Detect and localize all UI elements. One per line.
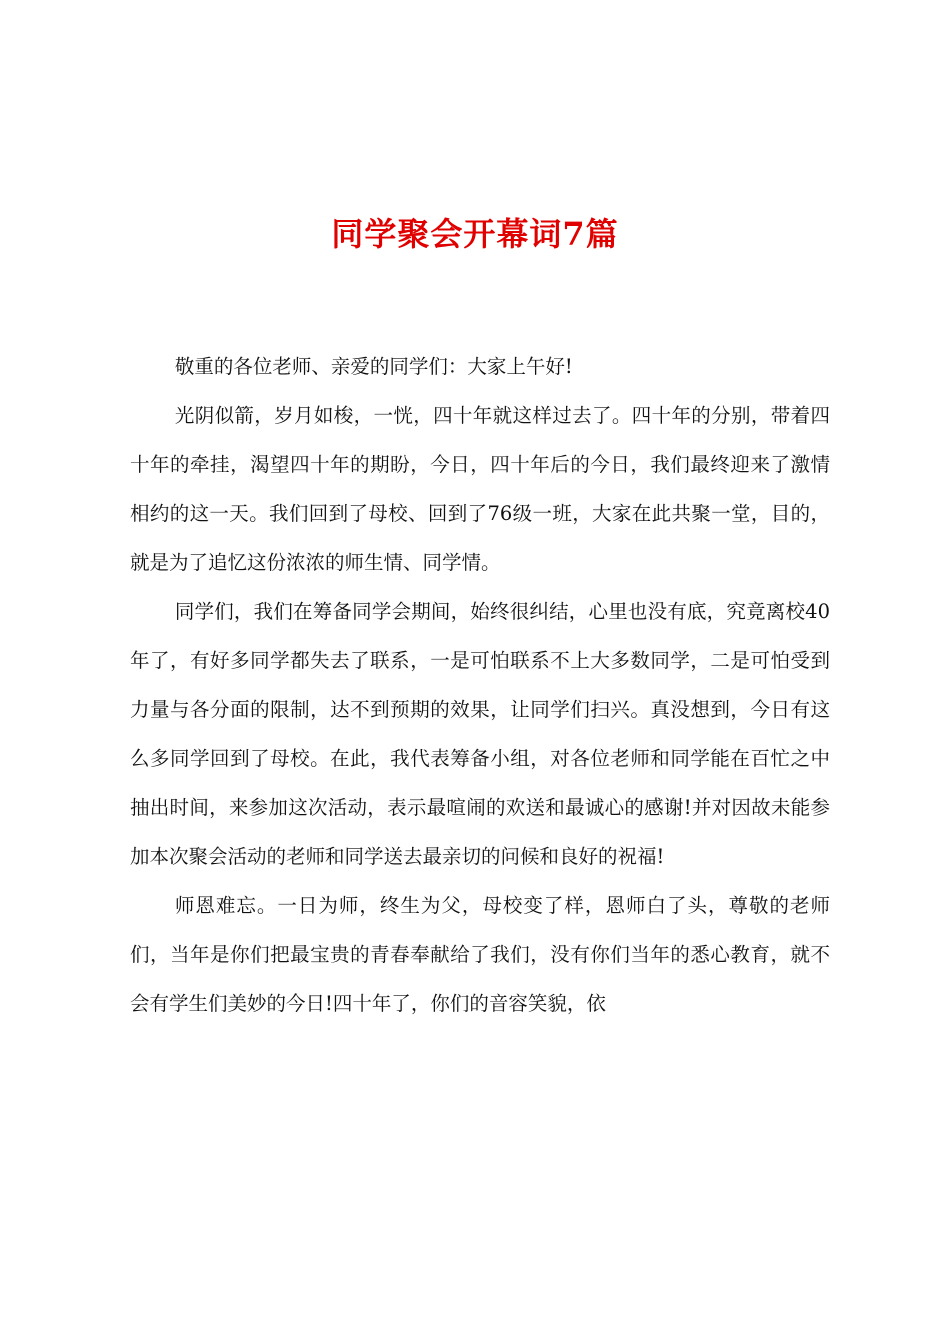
paragraph: 同学们，我们在筹备同学会期间，始终很纠结，心里也没有底，究竟离校40年了，有好多同学都失去了联系，一是可怕联系不上大多数同学，二是可怕受到力量与各分面的限制，达不到预期的效果，让同学们扫兴。真没想到，今日有这么多同学回到了母校。在此，我代表筹备小组，对各位老师和同学能在百忙之中抽出时间，来参加这次活动，表示最喧闹的欢送和最诚心的感谢!并对因故未能参加本次聚会活动的老师和同学送去最亲切的问候和良好的祝福! (130, 600, 830, 868)
document-title: 同学聚会开幕词7篇 (331, 215, 619, 253)
paragraph-greeting: 敬重的各位老师、亲爱的同学们：大家上午好! (174, 355, 573, 378)
document-body (130, 342, 830, 1028)
paragraph: 师恩难忘。一日为师，终生为父，母校变了样，恩师白了头，尊敬的老师们，当年是你们把最宝贵的青春奉献给了我们，没有你们当年的悉心教育，就不会有学生们美妙的今日!四十年了，你们的音容笑貌，依 (130, 894, 830, 1015)
paragraph: 光阴似箭，岁月如梭，一恍，四十年就这样过去了。四十年的分别，带着四十年的牵挂，渴望四十年的期盼，今日，四十年后的今日，我们最终迎来了激情相约的这一天。我们回到了母校、回到了76级一班，大家在此共聚一堂，目的，就是为了追忆这份浓浓的师生情、同学情。 (130, 404, 830, 574)
